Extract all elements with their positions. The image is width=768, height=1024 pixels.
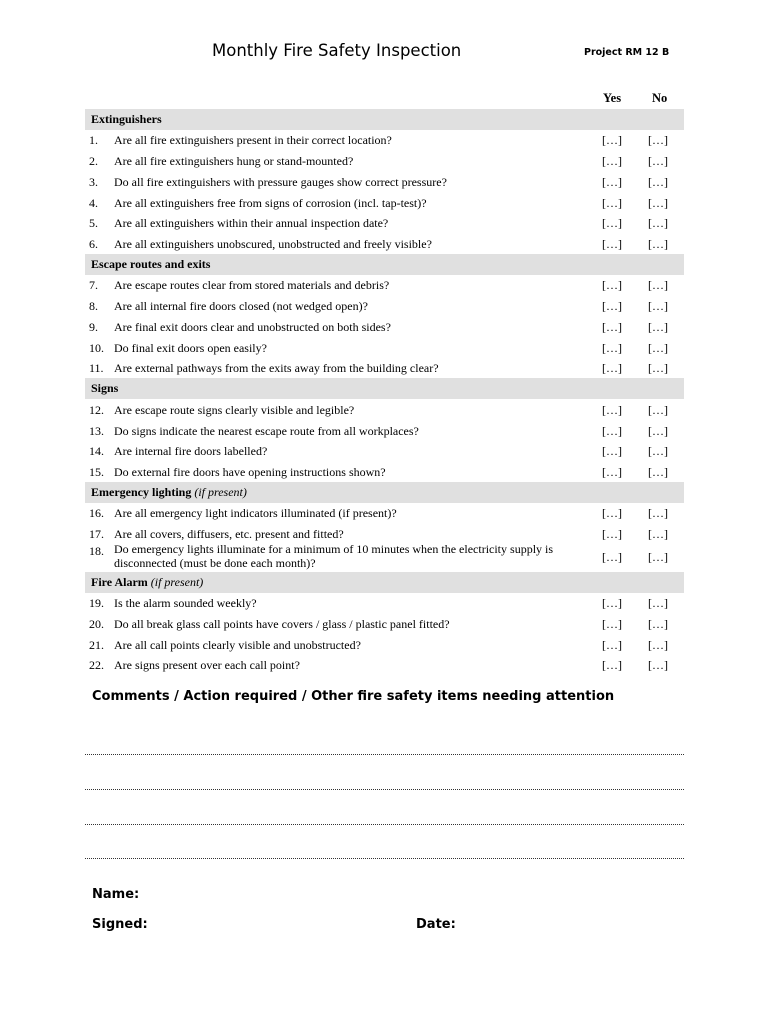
checklist-item-2 xyxy=(85,151,684,172)
section-title: Fire Alarm xyxy=(91,575,148,589)
item-number: 11. xyxy=(89,361,104,375)
item-number: 15. xyxy=(89,465,104,479)
no-checkbox[interactable]: […] xyxy=(648,133,668,147)
item-question: Are all internal fire doors closed (not wedged open)? xyxy=(114,299,368,313)
item-number: 10. xyxy=(89,341,104,355)
item-number: 13. xyxy=(89,424,104,438)
item-question: Are all covers, diffusers, etc. present and fitted? xyxy=(114,527,344,541)
no-checkbox[interactable]: […] xyxy=(648,175,668,189)
comment-line[interactable] xyxy=(85,858,684,859)
item-number: 1. xyxy=(89,133,98,147)
checklist-item-11 xyxy=(85,358,684,379)
comment-line[interactable] xyxy=(85,754,684,755)
item-question: Are all extinguishers unobscured, unobstructed and freely visible? xyxy=(114,237,432,251)
yes-checkbox[interactable]: […] xyxy=(602,216,622,230)
checklist-item-4 xyxy=(85,193,684,214)
yes-checkbox[interactable]: […] xyxy=(602,403,622,417)
item-question: Are final exit doors clear and unobstructed on both sides? xyxy=(114,320,391,334)
checklist-item-14 xyxy=(85,441,684,462)
yes-checkbox[interactable]: […] xyxy=(602,465,622,479)
section-header-signs xyxy=(85,378,684,399)
section-title: Signs xyxy=(91,381,119,395)
yes-checkbox[interactable]: […] xyxy=(602,658,622,672)
section-title: Extinguishers xyxy=(91,112,162,126)
item-number: 17. xyxy=(89,527,104,541)
no-checkbox[interactable]: […] xyxy=(648,361,668,375)
checklist-item-16 xyxy=(85,503,684,524)
no-checkbox[interactable]: […] xyxy=(648,550,668,564)
section-note: (if present) xyxy=(194,485,247,499)
item-question: Are external pathways from the exits away from the building clear? xyxy=(114,361,439,375)
project-reference: Project RM 12 B xyxy=(584,47,670,58)
item-number: 20. xyxy=(89,617,104,631)
no-checkbox[interactable]: […] xyxy=(648,596,668,610)
page-title: Monthly Fire Safety Inspection xyxy=(212,41,462,60)
item-question: Do emergency lights illuminate for a minimum of 10 minutes when the electricity supply is disconnected (must be done each month)? xyxy=(114,542,554,570)
no-checkbox[interactable]: […] xyxy=(648,444,668,458)
item-number: 4. xyxy=(89,196,98,210)
item-question: Do external fire doors have opening instructions shown? xyxy=(114,465,386,479)
yes-checkbox[interactable]: […] xyxy=(602,320,622,334)
yes-checkbox[interactable]: […] xyxy=(602,196,622,210)
item-question: Is the alarm sounded weekly? xyxy=(114,596,257,610)
item-question: Do all break glass call points have covers / glass / plastic panel fitted? xyxy=(114,617,450,631)
item-number: 2. xyxy=(89,154,98,168)
yes-checkbox[interactable]: […] xyxy=(602,299,622,313)
yes-column-header: Yes xyxy=(603,91,622,105)
no-checkbox[interactable]: […] xyxy=(648,465,668,479)
yes-checkbox[interactable]: […] xyxy=(602,506,622,520)
item-question: Do signs indicate the nearest escape route from all workplaces? xyxy=(114,424,419,438)
checklist-item-15 xyxy=(85,462,684,483)
yes-checkbox[interactable]: […] xyxy=(602,133,622,147)
no-checkbox[interactable]: […] xyxy=(648,299,668,313)
comments-heading: Comments / Action required / Other fire safety items needing attention xyxy=(92,689,615,704)
yes-checkbox[interactable]: […] xyxy=(602,638,622,652)
item-number: 6. xyxy=(89,237,98,251)
no-checkbox[interactable]: […] xyxy=(648,638,668,652)
no-checkbox[interactable]: […] xyxy=(648,658,668,672)
yes-checkbox[interactable]: […] xyxy=(602,596,622,610)
no-checkbox[interactable]: […] xyxy=(648,341,668,355)
checklist-item-9 xyxy=(85,317,684,338)
no-checkbox[interactable]: […] xyxy=(648,424,668,438)
no-column-header: No xyxy=(652,91,668,105)
yes-checkbox[interactable]: […] xyxy=(602,424,622,438)
comment-line[interactable] xyxy=(85,789,684,790)
yes-checkbox[interactable]: […] xyxy=(602,154,622,168)
section-header-emergency-lighting xyxy=(85,482,684,503)
no-checkbox[interactable]: […] xyxy=(648,196,668,210)
no-checkbox[interactable]: […] xyxy=(648,278,668,292)
yes-checkbox[interactable]: […] xyxy=(602,550,622,564)
item-question: Are signs present over each call point? xyxy=(114,658,300,672)
item-number: 8. xyxy=(89,299,98,313)
checklist-item-6 xyxy=(85,234,684,255)
section-header-fire-alarm xyxy=(85,572,684,593)
item-question: Are all emergency light indicators illuminated (if present)? xyxy=(114,506,397,520)
comment-line[interactable] xyxy=(85,824,684,825)
checklist-item-13 xyxy=(85,421,684,442)
item-number: 14. xyxy=(89,444,104,458)
checklist-item-18 xyxy=(85,542,684,572)
checklist-item-10 xyxy=(85,338,684,359)
checklist-item-19 xyxy=(85,593,684,614)
section-header-escape-routes xyxy=(85,254,684,275)
yes-checkbox[interactable]: […] xyxy=(602,444,622,458)
yes-checkbox[interactable]: […] xyxy=(602,617,622,631)
item-number: 18. xyxy=(89,544,104,558)
yes-checkbox[interactable]: […] xyxy=(602,361,622,375)
checklist-item-3 xyxy=(85,172,684,193)
yes-checkbox[interactable]: […] xyxy=(602,278,622,292)
item-number: 7. xyxy=(89,278,98,292)
yes-checkbox[interactable]: […] xyxy=(602,175,622,189)
section-title: Emergency lighting xyxy=(91,485,192,499)
item-number: 9. xyxy=(89,320,98,334)
item-question: Are all call points clearly visible and unobstructed? xyxy=(114,638,361,652)
section-note: (if present) xyxy=(150,575,204,589)
item-number: 16. xyxy=(89,506,104,520)
yes-checkbox[interactable]: […] xyxy=(602,341,622,355)
no-checkbox[interactable]: […] xyxy=(648,403,668,417)
item-number: 3. xyxy=(89,175,98,189)
checklist-item-21 xyxy=(85,635,684,656)
item-number: 12. xyxy=(89,403,104,417)
yes-checkbox[interactable]: […] xyxy=(602,527,622,541)
item-number: 5. xyxy=(89,216,98,230)
no-checkbox[interactable]: […] xyxy=(648,154,668,168)
item-number: 21. xyxy=(89,638,104,652)
checklist-item-20 xyxy=(85,614,684,635)
checklist-item-8 xyxy=(85,296,684,317)
item-number: 19. xyxy=(89,596,104,610)
name-label: Name: xyxy=(92,887,140,902)
checklist-item-22 xyxy=(85,655,684,676)
item-question: Are all fire extinguishers hung or stand-mounted? xyxy=(114,154,354,168)
item-question: Are all extinguishers within their annual inspection date? xyxy=(114,216,389,230)
checklist-item-12 xyxy=(85,400,684,421)
no-checkbox[interactable]: […] xyxy=(648,527,668,541)
item-number: 22. xyxy=(89,658,104,672)
yes-checkbox[interactable]: […] xyxy=(602,237,622,251)
item-question: Are escape routes clear from stored materials and debris? xyxy=(114,278,390,292)
no-checkbox[interactable]: […] xyxy=(648,506,668,520)
no-checkbox[interactable]: […] xyxy=(648,237,668,251)
date-label: Date: xyxy=(416,917,456,932)
item-question: Are all fire extinguishers present in their correct location? xyxy=(114,133,392,147)
item-question: Are internal fire doors labelled? xyxy=(114,444,268,458)
item-question: Do final exit doors open easily? xyxy=(114,341,267,355)
checklist-item-5 xyxy=(85,213,684,234)
signed-label: Signed: xyxy=(92,917,148,932)
no-checkbox[interactable]: […] xyxy=(648,216,668,230)
no-checkbox[interactable]: […] xyxy=(648,320,668,334)
section-title: Escape routes and exits xyxy=(91,257,211,271)
checklist-item-1 xyxy=(85,130,684,151)
item-question: Are all extinguishers free from signs of corrosion (incl. tap-test)? xyxy=(114,196,427,210)
checklist-item-7 xyxy=(85,275,684,296)
no-checkbox[interactable]: […] xyxy=(648,617,668,631)
section-header-extinguishers xyxy=(85,109,684,130)
item-question: Are escape route signs clearly visible and legible? xyxy=(114,403,355,417)
item-question: Do all fire extinguishers with pressure gauges show correct pressure? xyxy=(114,175,447,189)
